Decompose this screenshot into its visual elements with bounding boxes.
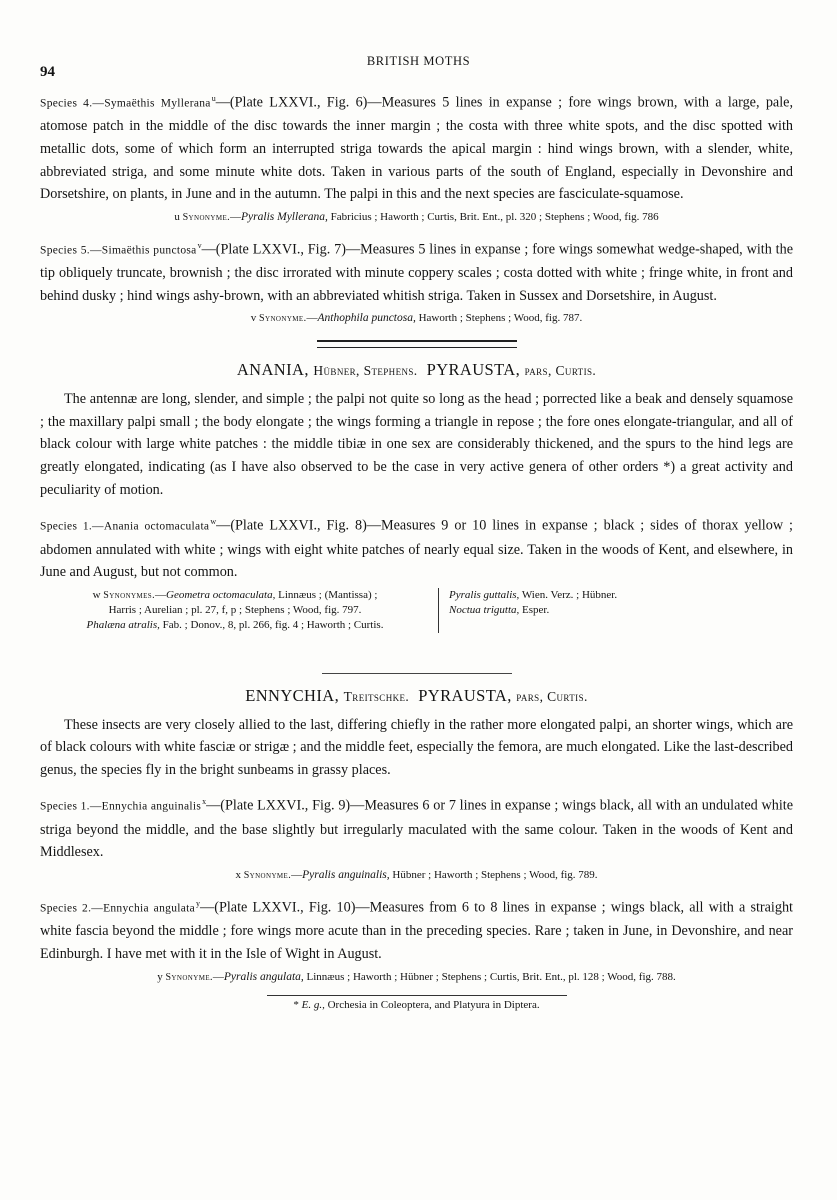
genus-heading bbox=[40, 686, 793, 706]
species-name: Ennychia angulata bbox=[103, 902, 196, 915]
genus-heading bbox=[40, 360, 793, 380]
footnote-marker: v bbox=[197, 240, 202, 250]
footnote-marker: y bbox=[157, 970, 163, 983]
synonym-name: Pyralis angulata, bbox=[223, 970, 304, 983]
footnote-marker: w bbox=[92, 588, 101, 601]
footnote-marker: v bbox=[250, 312, 257, 325]
synonym-refs: Esper. bbox=[522, 603, 550, 616]
species-name: Symaëthis Myllerana bbox=[104, 97, 211, 110]
synonym-table bbox=[40, 588, 793, 633]
synonym-name: Anthophila punctosa, bbox=[317, 312, 416, 325]
species-description: —(Plate LXXVI., Fig. 7)—Measures 5 lines in expanse ; fore wings somewhat wedge-shaped, with the tip obliquely truncate, brownish ; the disc irrorated with minute coppery scales ; costa dotted with white ; fringe white, in front and behind dusky ; hind wings ashy-brown, with an abbreviated whitish striga. Taken in Sussex and Dorsetshire, in August. bbox=[40, 241, 794, 304]
synonym-refs: Linnæus ; Haworth ; Hübner ; Stephens ; Curtis, Brit. Ent., pl. 128 ; Wood, fig. 788. bbox=[306, 970, 676, 983]
species-label: Species 5.— bbox=[40, 244, 102, 257]
species-description: —(Plate LXXVI., Fig. 9)—Measures 6 or 7 lines in expanse ; wings black, all with an undulated white striga beyond the middle, and the base slightly but irregularly maculated with the same colour. Taken in the woods of Kent and Middlesex. bbox=[40, 798, 793, 861]
species-entry bbox=[40, 893, 793, 966]
species-entry bbox=[40, 511, 793, 584]
species-label: Species 1.— bbox=[40, 520, 104, 533]
page-number: 94 bbox=[40, 64, 55, 80]
genus-authors: Treitschke. bbox=[343, 688, 410, 704]
synonym-label: Synonymes. bbox=[103, 589, 155, 601]
footnote-text: Orchesia in Coleoptera, and Platyura in Diptera. bbox=[327, 998, 540, 1011]
footnote-divider bbox=[267, 995, 567, 996]
synonym-label: Synonyme. bbox=[182, 211, 231, 223]
alt-genus-authors: pars, Curtis. bbox=[516, 688, 588, 704]
synonym-name: Pyralis Myllerana, bbox=[241, 210, 328, 223]
species-label: Species 1.— bbox=[40, 801, 102, 814]
section-divider bbox=[317, 340, 517, 348]
genus-description: The antennæ are long, slender, and simple ; the palpi not quite so long as the head ; porrected like a beak and densely squamose ; the maxillary palpi small ; the body elongate ; the wings forming a triangle in repose ; the fore ones elongate-triangular, and all of black colour with large white patches : the middle tibiæ in one sex are considerably thickened, and the spurs to the hind legs are greatly elongated, indicating (as I have also observed to be the case in very active genera of other orders *) a great activity and peculiarity of motion. bbox=[40, 391, 793, 498]
synonym-column-right bbox=[439, 588, 617, 633]
synonym-name: Pyralis guttalis, bbox=[449, 588, 520, 601]
synonym-refs: Fab. ; Donov., 8, pl. 266, fig. 4 ; Haworth ; Curtis. bbox=[162, 618, 384, 631]
species-label: Species 2.— bbox=[40, 902, 104, 915]
species-description: —(Plate LXXVI., Fig. 6)—Measures 5 lines in expanse ; fore wings brown, with a large, pale, atomose patch in the middle of the disc towards the inner margin ; the costa with three white spots, and the disc spotted with metallic dots, some of which form an interrupted striga towards the apical margin : hind wings brown, with a slender, white, abbreviated striga, and some minute white dots. Taken in various parts of the south of England, especially in Devonshire and Dorsetshire, on plants, in June and in the autumn. The palpi in this and the next species are fasciculate-squamose. bbox=[40, 94, 793, 203]
footnote-marker: y bbox=[196, 899, 201, 908]
synonym-refs: Fabricius ; Haworth ; Curtis, Brit. Ent., pl. 320 ; Stephens ; Wood, fig. 786 bbox=[330, 210, 659, 223]
footnote-marker: u bbox=[174, 210, 180, 223]
page-content bbox=[40, 88, 793, 1011]
footnote-marker: x bbox=[235, 869, 241, 881]
species-description: —(Plate LXXVI., Fig. 10)—Measures from 6 to 8 lines in expanse ; wings black, all with a straight white fascia beyond the middle ; fore wings more acute than in the preceding species. Rare ; taken in June, in Devonshire, and near Edinburgh. I have met with it in the Isle of Wight in August. bbox=[40, 899, 794, 962]
footnote-eg: E. g., bbox=[301, 998, 325, 1011]
genus-name: ENNYCHIA, bbox=[245, 685, 340, 705]
synonym-refs: Harris ; Aurelian ; pl. 27, f, p ; Stephens ; Wood, fig. 797. bbox=[108, 603, 362, 616]
species-name: Simaëthis punctosa bbox=[101, 244, 197, 257]
species-entry bbox=[40, 791, 793, 864]
synonym-refs: Haworth ; Stephens ; Wood, fig. 787. bbox=[418, 312, 583, 325]
synonym-refs: Wien. Verz. ; Hübner. bbox=[521, 588, 618, 601]
section-divider bbox=[322, 673, 512, 674]
synonym-name: Phalæna atralis, bbox=[86, 618, 160, 631]
page-header bbox=[0, 50, 837, 80]
synonym-refs: Hübner ; Haworth ; Stephens ; Wood, fig. 789. bbox=[392, 869, 598, 881]
synonym-note: x Synonyme.—Pyralis anguinalis, Hübner ; Haworth ; Stephens ; Wood, fig. 789. bbox=[235, 869, 598, 881]
genus-authors: Hübner, Stephens. bbox=[313, 363, 418, 379]
synonym-label: Synonyme. bbox=[165, 971, 213, 983]
running-head: BRITISH MOTHS bbox=[366, 54, 471, 68]
species-description: —(Plate LXXVI., Fig. 8)—Measures 9 or 10 lines in expanse ; black ; sides of thorax yellow ; abdomen annulated with white ; wings with eight white patches of nearly equal size. Taken in the woods of Kent, and elsewhere, in June and August, but not common. bbox=[40, 517, 793, 581]
species-name: Ennychia anguinalis bbox=[101, 801, 202, 814]
synonym-refs: Linnæus ; (Mantissa) ; bbox=[278, 588, 378, 601]
alt-genus-name: PYRAUSTA, bbox=[426, 360, 521, 380]
footnote-marker: x bbox=[202, 797, 207, 807]
genus-description: These insects are very closely allied to the last, differing chiefly in the rather more elongated palpi, an shorter wings, which are of black colours with white fasciæ or strigæ ; and the middle feet, especially the femora, are much elongated. Like the last-described genus, the species fly in the bright sunbeams in grassy places. bbox=[40, 716, 793, 778]
footnote-marker: w bbox=[210, 517, 217, 527]
synonym-name: Pyralis anguinalis, bbox=[302, 869, 390, 881]
footnote-marker: * bbox=[293, 998, 299, 1011]
species-label: Species 4.— bbox=[40, 97, 105, 110]
species-name: Anania octomaculata bbox=[103, 520, 210, 533]
synonym-note: y Synonyme.—Pyralis angulata, Linnæus ; Haworth ; Hübner ; Stephens ; Curtis, Brit. Ent., pl. 128 ; Wood, fig. 788. bbox=[157, 970, 676, 983]
synonym-label: Synonyme. bbox=[259, 313, 307, 325]
synonym-note: u Synonyme.—Pyralis Myllerana, Fabricius ; Haworth ; Curtis, Brit. Ent., pl. 320 ; Stephens ; Wood, fig. 786 bbox=[174, 210, 659, 223]
page-footnote bbox=[40, 999, 793, 1011]
synonym-name: Noctua trigutta, bbox=[449, 603, 520, 616]
footnote-marker: u bbox=[211, 94, 216, 103]
species-entry bbox=[40, 88, 793, 206]
alt-genus-authors: pars, Curtis. bbox=[524, 363, 597, 379]
species-entry bbox=[40, 235, 793, 308]
genus-name: ANANIA, bbox=[236, 360, 309, 380]
synonym-label: Synonyme. bbox=[243, 870, 292, 881]
synonym-note: v Synonyme.—Anthophila punctosa, Haworth ; Stephens ; Wood, fig. 787. bbox=[250, 312, 583, 325]
synonym-name: Geometra octomaculata, bbox=[166, 588, 276, 601]
alt-genus-name: PYRAUSTA, bbox=[418, 685, 512, 705]
synonym-column-left: w Synonymes.—Geometra octomaculata, Linnæus ; (Mantissa) ; Harris ; Aurelian ; pl. 27, f, p ; Stephens ; Wood, fig. 797. Phalæna atralis, Fab. ; Donov., 8, pl. 266, fig. 4 ; Haworth ; Curtis. bbox=[40, 588, 439, 633]
